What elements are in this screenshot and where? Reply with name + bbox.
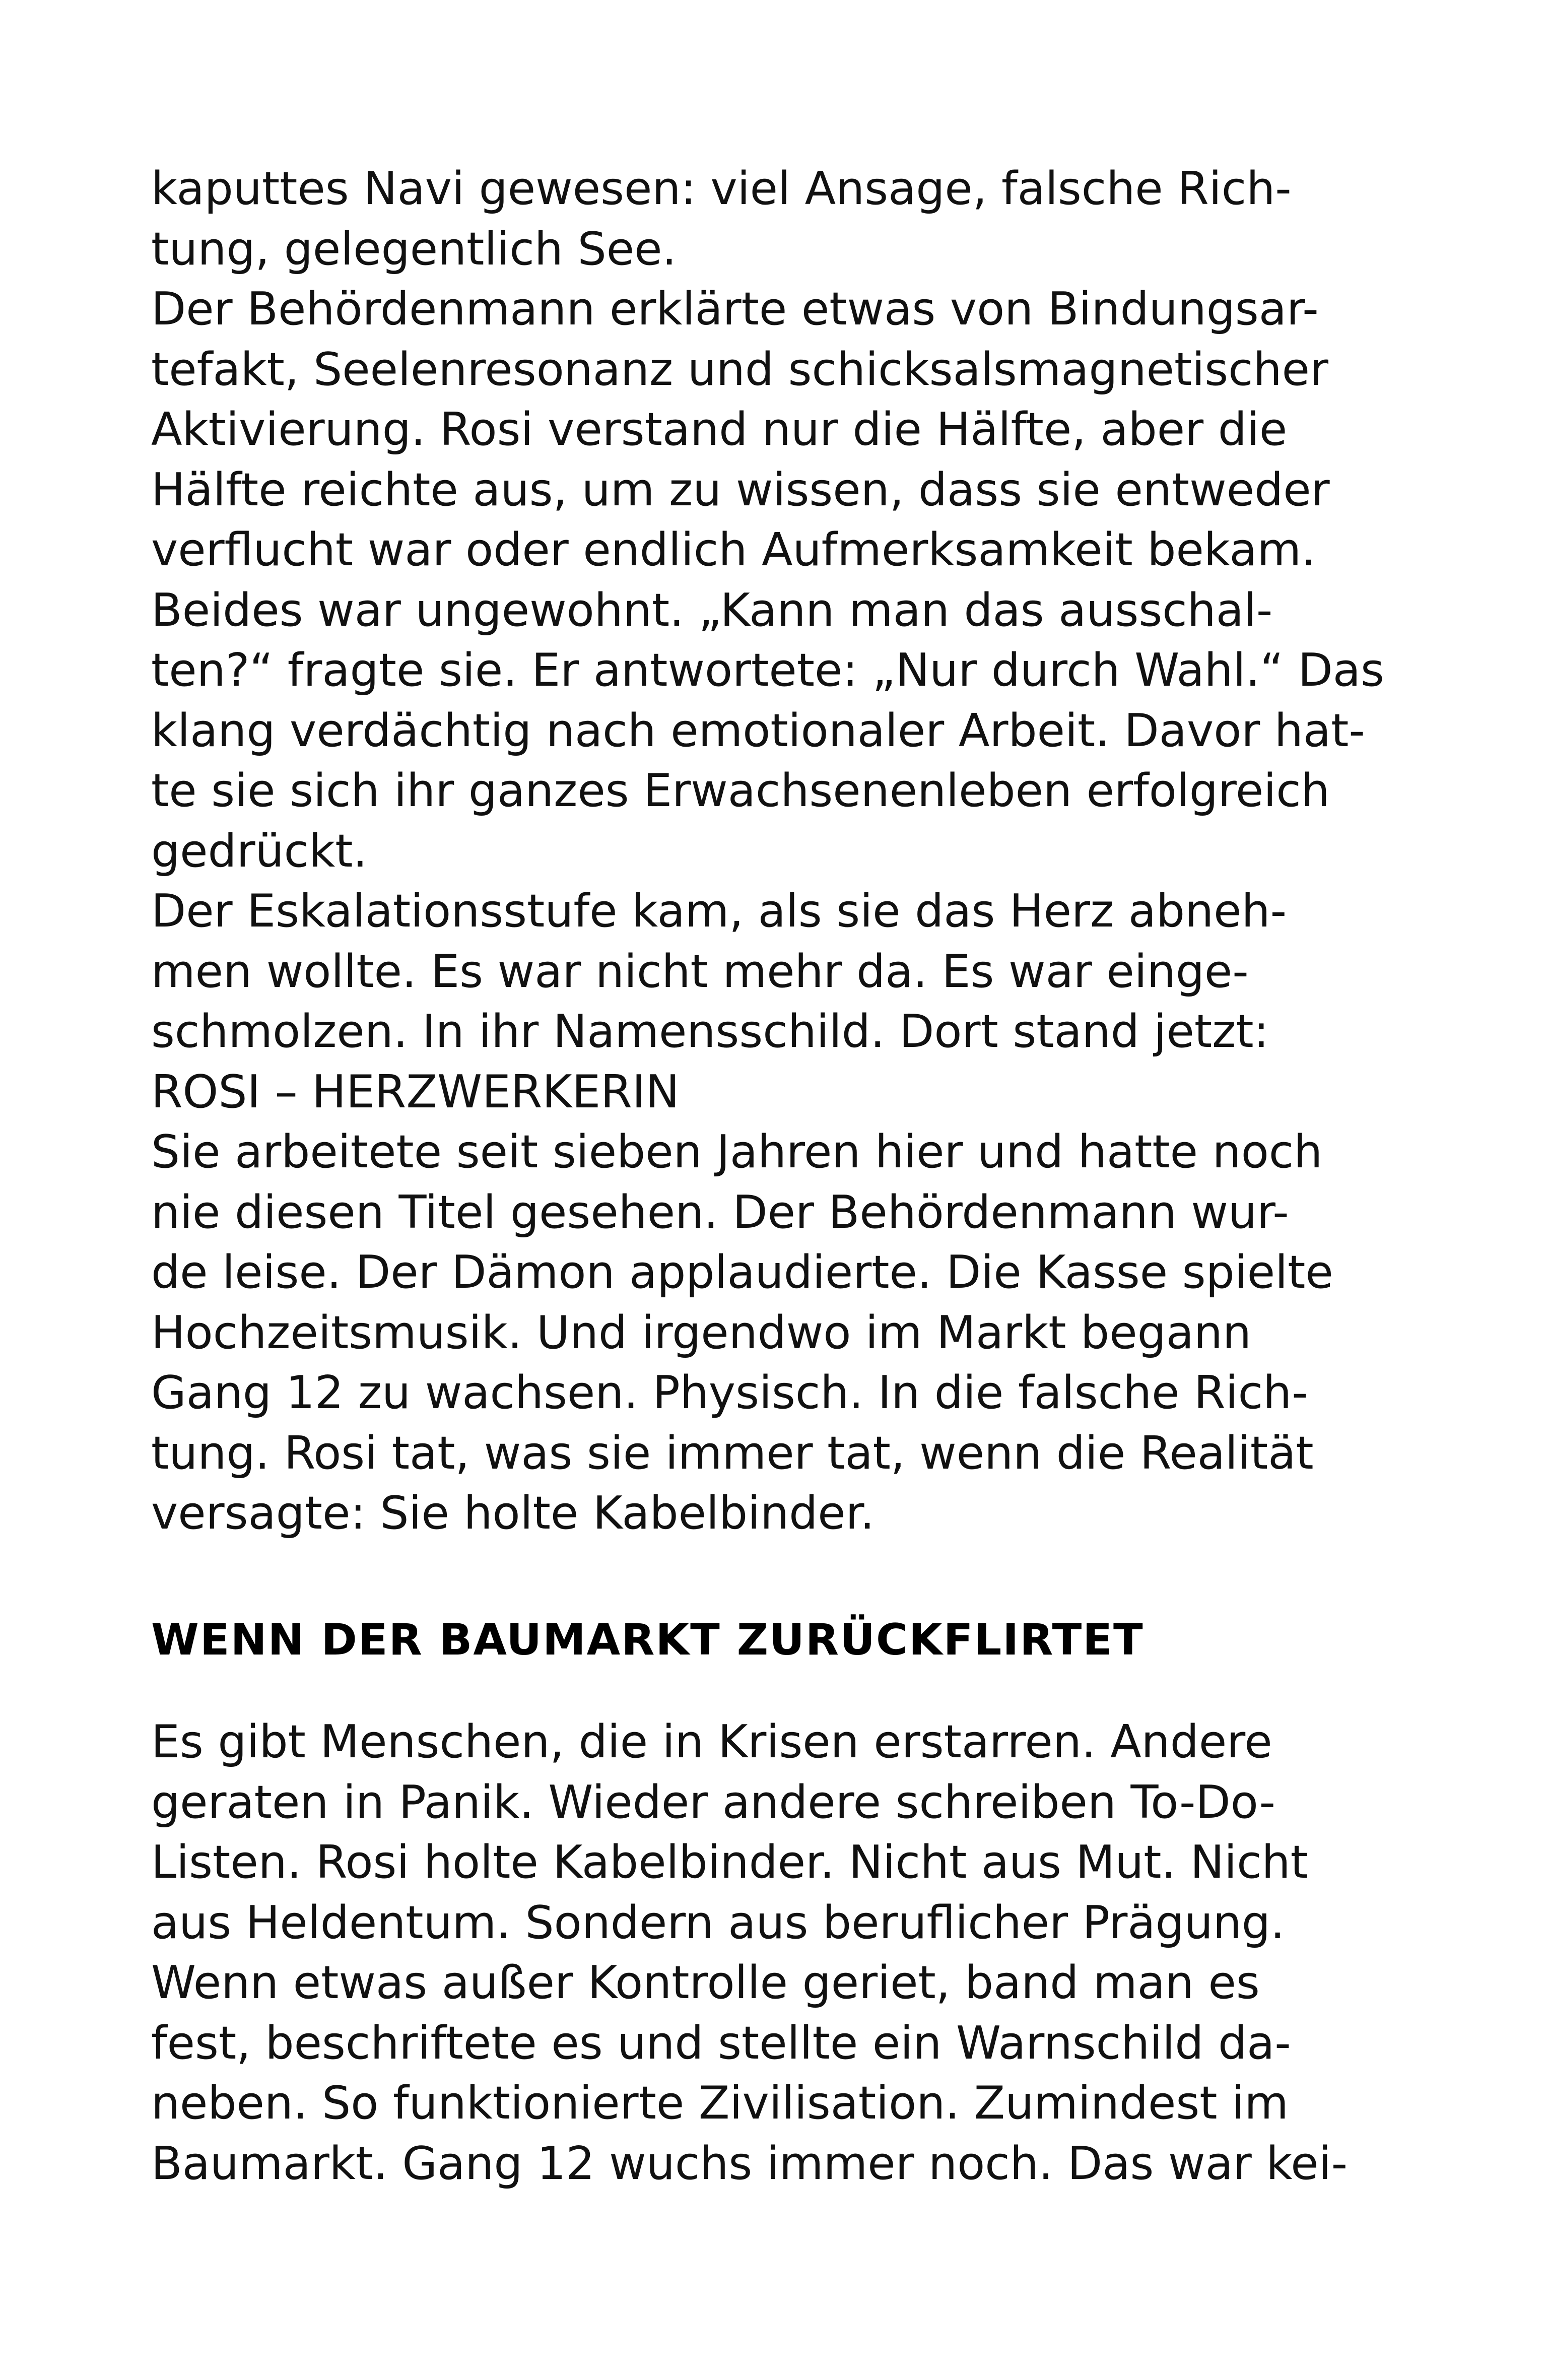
text-line: schmolzen. In ihr Namensschild. Dort stand jetzt:: [151, 1005, 1269, 1058]
text-line: aus Heldentum. Sondern aus beruflicher Prägung.: [151, 1896, 1285, 1949]
text-line: Der Eskalationsstufe kam, als sie das Herz abneh-: [151, 885, 1287, 938]
text-line: tung, gelegentlich See.: [151, 222, 677, 276]
text-line: ten?“ fragte sie. Er antwortete: „Nur durch Wahl.“ Das: [151, 644, 1384, 697]
body-text-bottom: [151, 1712, 1410, 2194]
body-text-top: [151, 159, 1410, 1544]
text-line: Hälfte reichte aus, um zu wissen, dass sie entweder: [151, 463, 1330, 516]
text-line: neben. So funktionierte Zivilisation. Zumindest im: [151, 2077, 1289, 2130]
text-line: de leise. Der Dämon applaudierte. Die Kasse spielte: [151, 1246, 1333, 1299]
text-line: tefakt, Seelenresonanz und schicksalsmagnetischer: [151, 343, 1329, 396]
text-line: Der Behördenmann erklärte etwas von Bindungsar-: [151, 283, 1319, 336]
chapter-heading: WENN DER BAUMARKT ZURÜCKFLIRTET: [151, 1615, 1144, 1665]
text-line: fest, beschriftete es und stellte ein Warnschild da-: [151, 2016, 1291, 2070]
text-line: Beides war ungewohnt. „Kann man das ausschal-: [151, 583, 1273, 637]
text-line: Sie arbeitete seit sieben Jahren hier und hatte noch: [151, 1126, 1323, 1178]
text-line: ROSI – HERZWERKERIN: [151, 1065, 680, 1118]
text-line: Es gibt Menschen, die in Krisen erstarren. Andere: [151, 1715, 1272, 1768]
text-line: Wenn etwas außer Kontrolle geriet, band man es: [151, 1956, 1260, 2009]
text-line: te sie sich ihr ganzes Erwachsenenleben erfolgreich: [151, 764, 1330, 817]
text-line: Hochzeitsmusik. Und irgendwo im Markt begann: [151, 1306, 1251, 1359]
text-line: gedrückt.: [151, 824, 368, 878]
text-line: nie diesen Titel gesehen. Der Behördenmann wur-: [151, 1185, 1289, 1239]
text-line: klang verdächtig nach emotionaler Arbeit. Davor hat-: [151, 704, 1365, 757]
text-line: men wollte. Es war nicht mehr da. Es war einge-: [151, 945, 1249, 998]
text-line: versagte: Sie holte Kabelbinder.: [151, 1487, 875, 1540]
text-line: kaputtes Navi gewesen: viel Ansage, falsche Rich-: [151, 162, 1292, 215]
text-line: Gang 12 zu wachsen. Physisch. In die falsche Rich-: [151, 1366, 1308, 1419]
text-line: Listen. Rosi holte Kabelbinder. Nicht aus Mut. Nicht: [151, 1836, 1308, 1889]
text-line: Aktivierung. Rosi verstand nur die Hälfte, aber die: [151, 403, 1288, 456]
text-line: verflucht war oder endlich Aufmerksamkeit bekam.: [151, 523, 1316, 576]
text-line: tung. Rosi tat, was sie immer tat, wenn die Realität: [151, 1426, 1314, 1480]
text-line: Baumarkt. Gang 12 wuchs immer noch. Das war kei-: [151, 2137, 1348, 2190]
text-line: geraten in Panik. Wieder andere schreiben To-Do-: [151, 1775, 1275, 1829]
